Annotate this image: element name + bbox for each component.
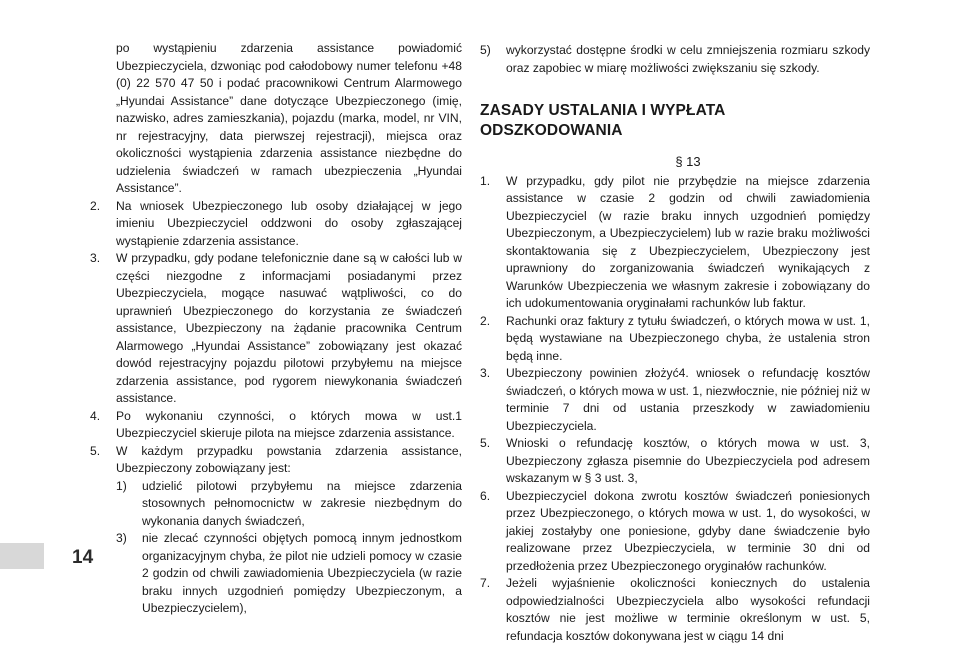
sub-list: [116, 478, 462, 618]
right-list: [480, 173, 870, 645]
item-number: 5): [480, 42, 491, 60]
item-number: 5.: [480, 435, 490, 453]
sub-item-number: 3): [116, 530, 127, 548]
item-text: W przypadku, gdy podane telefonicznie dane są w całości lub w części niezgodne z informacjami posiadanymi przez Ubezpieczyciela, mogące nasuwać wątpliwości, co do uprawnień Ubezpieczonego do korzystania ze świadczeń assistance, Ubezpieczony na żądanie pracownika Centrum Alarmowego „Hyundai Assistance” zobowiązany jest okazać dowód rejestracyjny pojazdu pilotowi przybyłemu na miejsce zdarzenia assistance, pod rygorem niewykonania świadczeń assistance.: [116, 251, 462, 405]
section-number: § 13: [480, 153, 870, 171]
sub-list-item: [116, 478, 462, 531]
item-text: Po wykonaniu czynności, o których mowa w ust.1 Ubezpieczyciel skieruje pilota na miejsce zdarzenia assistance.: [116, 409, 462, 441]
item-number: 7.: [480, 575, 490, 593]
item-text: W przypadku, gdy pilot nie przybędzie na miejsce zdarzenia assistance w czasie 2 godzin od chwili zawiadomienia Ubezpieczyciel (w razie braku innych uzgodnień pomiędzy Ubezpieczonym, a Ubezpieczycielem) lub w razie braku możliwości skontaktowania się z Ubezpieczycielem, Ubezpieczony jest uprawniony do zorganizowania świadczeń wynikających z Warunków Ubezpieczenia we własnym zakresie i zobowiązany do ich udokumentowania oryginałami rachunków lub faktur.: [506, 174, 870, 311]
sub-item-text: nie zlecać czynności objętych pomocą innym jednostkom organizacyjnym chyba, że pilot nie udzieli pomocy w czasie 2 godzin od chwili zawiadomienia Ubezpieczyciela (w razie braku innych uzgodnień pomiędzy Ubezpieczonym, a Ubezpieczycielem),: [142, 531, 462, 615]
item-text: Rachunki oraz faktury z tytułu świadczeń, o których mowa w ust. 1, będą wystawiane na Ubezpieczonego chyba, że ustalenia stron będą inne.: [506, 314, 870, 363]
list-item: [480, 173, 870, 313]
item-number: 6.: [480, 488, 490, 506]
list-item: [480, 488, 870, 576]
page-number: 14: [72, 547, 102, 569]
list-item: [480, 365, 870, 435]
item-number: 4.: [90, 408, 100, 426]
item-text: W każdym przypadku powstania zdarzenia assistance, Ubezpieczony zobowiązany jest:: [116, 444, 462, 476]
sub-item-number: 1): [116, 478, 127, 496]
item-text: Jeżeli wyjaśnienie okoliczności koniecznych do ustalenia odpowiedzialności Ubezpieczyciela albo wysokości refundacji kosztów nie jest możliwe w terminie określonym w ust. 5, refundacja kosztów dokonywana jest w ciągu 14 dni: [506, 576, 870, 643]
list-item: [90, 408, 462, 443]
item-text: Ubezpieczyciel dokona zwrotu kosztów świadczeń poniesionych przez Ubezpieczonego, o których mowa w ust. 1, do wysokości, w jakiej zostałyby one poniesione, gdyby dane świadczenie było realizowane przez Ubezpieczyciela, w terminie 30 dni od przedłożenia przez Ubezpieczonego oryginałów rachunków.: [506, 489, 870, 573]
item-text: wykorzystać dostępne środki w celu zmniejszenia rozmiaru szkody oraz zapobiec w miarę możliwości zwiększaniu się szkody.: [506, 43, 870, 75]
list-item: [480, 313, 870, 366]
sub-list-item: [116, 530, 462, 618]
item-number: 2.: [90, 198, 100, 216]
section-heading: ZASADY USTALANIA I WYPŁATA ODSZKODOWANIA: [480, 101, 870, 141]
item-number: 2.: [480, 313, 490, 331]
item-number: 3.: [480, 365, 490, 383]
item-number: 5.: [90, 443, 100, 461]
list-item: [480, 435, 870, 488]
list-item: [90, 443, 462, 618]
item-number: 3.: [90, 250, 100, 268]
list-item: [480, 42, 870, 77]
sub-item-text: udzielić pilotowi przybyłemu na miejsce zdarzenia stosownych pełnomocnictw w zakresie niezbędnym do wykonania danych świadczeń,: [142, 479, 462, 528]
item-text: Ubezpieczony powinien złożyć4. wniosek o refundację kosztów świadczeń, o których mowa w ust. 1, niezwłocznie, nie później niż w terminie 7 dni od ustania przeszkody w zawiadomieniu Ubezpieczyciela.: [506, 366, 870, 433]
page-tab: [0, 543, 44, 569]
list-item: [90, 198, 462, 251]
item-text: Wnioski o refundację kosztów, o których mowa w ust. 3, Ubezpieczony zgłasza pisemnie do Ubezpieczyciela pod adresem wskazanym w § 3 ust. 3,: [506, 436, 870, 485]
left-list: [90, 198, 462, 618]
list-item: [480, 575, 870, 645]
left-column: [90, 40, 462, 618]
item-number: 1.: [480, 173, 490, 191]
right-column: [480, 42, 870, 645]
intro-paragraph: po wystąpieniu zdarzenia assistance powiadomić Ubezpieczyciela, dzwoniąc pod całodobowy numer telefonu +48 (0) 22 570 47 50 i podać pracownikowi Centrum Alarmowego „Hyundai Assistance” dane dotyczące Ubezpieczonego (imię, nazwisko, adres zamieszkania), pojazdu (marka, model, nr VIN, nr rejestracyjny, data pierwszej rejestracji), miejsca oraz okoliczności wystąpienia zdarzenia assistance niezbędne do udzielenia świadczeń w ramach ubezpieczenia „Hyundai Assistance”.: [90, 40, 462, 198]
item-text: Na wniosek Ubezpieczonego lub osoby działającej w jego imieniu Ubezpieczyciel oddzwoni do osoby zgłaszającej wystąpienie zdarzenia assistance.: [116, 199, 462, 248]
list-item: [90, 250, 462, 408]
